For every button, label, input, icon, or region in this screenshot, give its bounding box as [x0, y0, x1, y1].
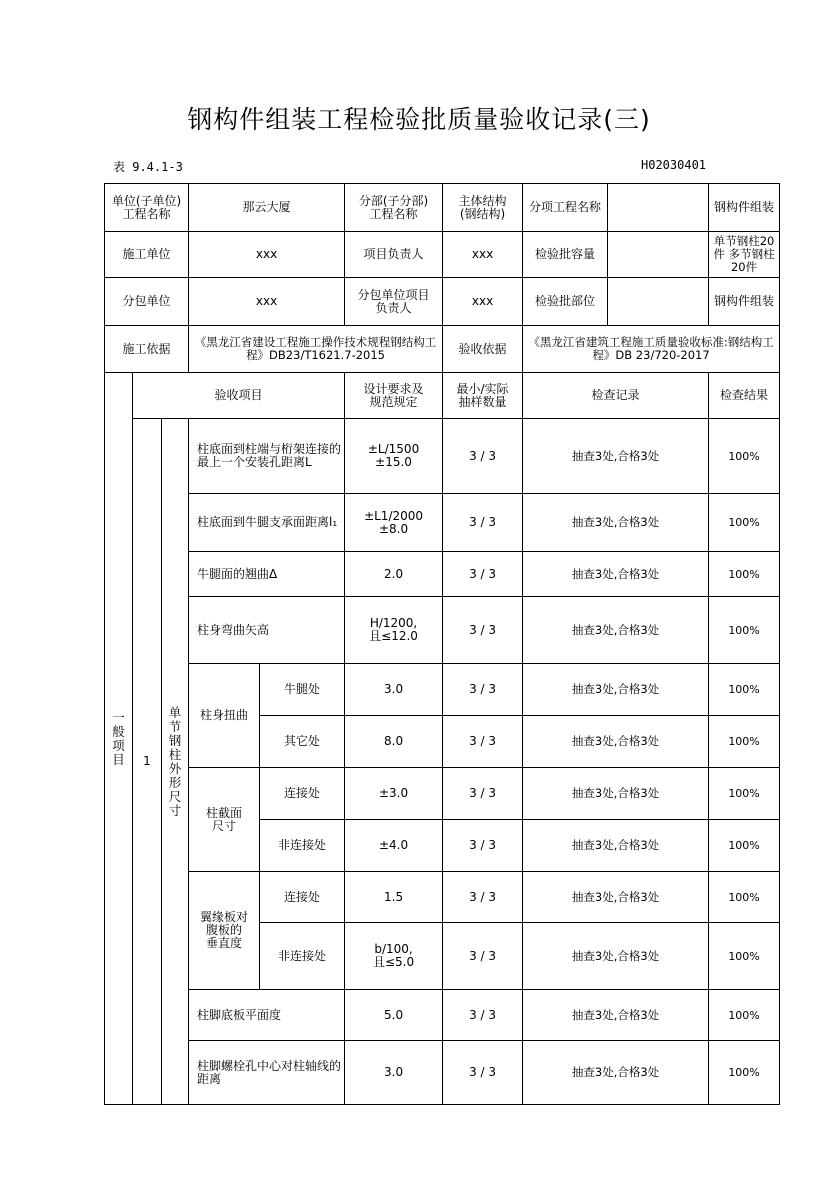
page-title: 钢构件组装工程检验批质量验收记录(三): [187, 105, 651, 134]
subitem-label-text: 分项工程名称: [523, 184, 608, 231]
row-record: 抽查3处,合格3处: [523, 494, 709, 552]
capacity-label-text: 检验批容量: [523, 232, 608, 277]
category-label: [105, 373, 133, 1105]
col-record: 检查记录: [523, 373, 709, 419]
row-design: b/100, 且≤5.0: [345, 923, 443, 990]
row-result: 100%: [709, 419, 780, 494]
row-item: 柱脚底板平面度: [189, 990, 345, 1041]
division-value: 主体结构 (钢结构): [443, 184, 523, 232]
row-item: 柱底面到牛腿支承面距离l₁: [189, 494, 345, 552]
row-design: 2.0: [345, 552, 443, 597]
table-row: [105, 664, 780, 716]
contractor-label: 施工单位: [105, 232, 189, 278]
row-record: 抽查3处,合格3处: [523, 716, 709, 768]
contractor-value: xxx: [189, 232, 345, 278]
table-row: [105, 597, 780, 664]
unit-label: 单位(子单位) 工程名称: [105, 184, 189, 232]
table-row: [105, 494, 780, 552]
row-sample: 3 / 3: [443, 1041, 523, 1105]
sub-pm-label: 分包单位项目 负责人: [345, 278, 443, 326]
form-code: H02030401: [641, 158, 707, 172]
row-group: 翼缘板对 腹板的 垂直度: [189, 872, 260, 990]
row-item: 其它处: [260, 716, 345, 768]
group-label: [162, 419, 189, 1105]
row-result: 100%: [709, 990, 780, 1041]
row-sample: 3 / 3: [443, 716, 523, 768]
row-item: 柱脚螺栓孔中心对柱轴线的距离: [189, 1041, 345, 1105]
header-row-unit: [105, 184, 780, 232]
acceptance-basis-label: 验收依据: [443, 326, 523, 373]
row-design: 8.0: [345, 716, 443, 768]
header-row-contractor: [105, 232, 780, 278]
inspection-record-table: [104, 183, 780, 1105]
row-result: 100%: [709, 597, 780, 664]
row-sample: 3 / 3: [443, 872, 523, 923]
row-result: 100%: [709, 820, 780, 872]
row-record: 抽查3处,合格3处: [523, 419, 709, 494]
row-item: 非连接处: [260, 820, 345, 872]
capacity-value: 单节钢柱20件 多节钢柱20件: [709, 232, 780, 278]
row-sample: 3 / 3: [443, 990, 523, 1041]
row-result: 100%: [709, 664, 780, 716]
subitem-value-cell: 钢构件组装: [709, 184, 780, 232]
row-record: 抽查3处,合格3处: [523, 552, 709, 597]
row-result: 100%: [709, 1041, 780, 1105]
subcontractor-value: xxx: [189, 278, 345, 326]
column-header-row: [105, 373, 780, 419]
row-record: 抽查3处,合格3处: [523, 923, 709, 990]
row-result: 100%: [709, 923, 780, 990]
part-value: 钢构件组装: [709, 278, 780, 326]
row-record: 抽查3处,合格3处: [523, 872, 709, 923]
header-row-subcontractor: [105, 278, 780, 326]
row-result: 100%: [709, 552, 780, 597]
table-row: [105, 768, 780, 820]
table-row: [105, 1041, 780, 1105]
row-result: 100%: [709, 716, 780, 768]
row-design: ±3.0: [345, 768, 443, 820]
row-sample: 3 / 3: [443, 552, 523, 597]
row-item: 牛腿处: [260, 664, 345, 716]
table-row: [105, 419, 780, 494]
row-design: 1.5: [345, 872, 443, 923]
col-sample: 最小/实际 抽样数量: [443, 373, 523, 419]
row-group: 柱截面 尺寸: [189, 768, 260, 872]
pm-label: 项目负责人: [345, 232, 443, 278]
header-row-basis: [105, 326, 780, 373]
table-number: 表 9.4.1-3: [113, 160, 183, 174]
basis-value: 《黑龙江省建设工程施工操作技术规程钢结构工程》DB23/T1621.7-2015: [189, 326, 443, 373]
row-sample: 3 / 3: [443, 768, 523, 820]
row-design: H/1200, 且≤12.0: [345, 597, 443, 664]
row-item: 柱底面到柱端与桁架连接的最上一个安装孔距离L: [189, 419, 345, 494]
row-record: 抽查3处,合格3处: [523, 1041, 709, 1105]
row-result: 100%: [709, 768, 780, 820]
subitem-value: [608, 184, 708, 231]
row-sample: 3 / 3: [443, 597, 523, 664]
row-design: 3.0: [345, 1041, 443, 1105]
row-item: 柱身弯曲矢高: [189, 597, 345, 664]
basis-label: 施工依据: [105, 326, 189, 373]
row-item: 连接处: [260, 872, 345, 923]
row-sample: 3 / 3: [443, 820, 523, 872]
row-item: 非连接处: [260, 923, 345, 990]
acceptance-basis-value: 《黑龙江省建筑工程施工质量验收标准:钢结构工程》DB 23/720-2017: [523, 326, 780, 373]
table-row: [105, 552, 780, 597]
division-label: 分部(子分部) 工程名称: [345, 184, 443, 232]
row-result: 100%: [709, 872, 780, 923]
row-sample: 3 / 3: [443, 494, 523, 552]
row-sample: 3 / 3: [443, 923, 523, 990]
capacity-label: [523, 232, 709, 278]
row-design: ±L/1500 ±15.0: [345, 419, 443, 494]
part-label: [523, 278, 709, 326]
col-result: 检查结果: [709, 373, 780, 419]
group-label-text: 单节钢柱外形尺寸: [168, 704, 182, 818]
row-item: 连接处: [260, 768, 345, 820]
category-label-text: 一般项目: [112, 709, 125, 767]
table-row: [105, 872, 780, 923]
row-design: ±4.0: [345, 820, 443, 872]
row-sample: 3 / 3: [443, 664, 523, 716]
row-record: 抽查3处,合格3处: [523, 990, 709, 1041]
sub-pm-value: xxx: [443, 278, 523, 326]
row-record: 抽查3处,合格3处: [523, 820, 709, 872]
subcontractor-label: 分包单位: [105, 278, 189, 326]
col-item: 验收项目: [133, 373, 345, 419]
row-design: 3.0: [345, 664, 443, 716]
row-record: 抽查3处,合格3处: [523, 664, 709, 716]
row-record: 抽查3处,合格3处: [523, 768, 709, 820]
row-sample: 3 / 3: [443, 419, 523, 494]
row-item: 牛腿面的翘曲Δ: [189, 552, 345, 597]
table-row: [105, 990, 780, 1041]
row-design: 5.0: [345, 990, 443, 1041]
row-record: 抽查3处,合格3处: [523, 597, 709, 664]
col-design: 设计要求及 规范规定: [345, 373, 443, 419]
unit-value: 那云大厦: [189, 184, 345, 232]
row-group: 柱身扭曲: [189, 664, 260, 768]
pm-value: xxx: [443, 232, 523, 278]
part-label-text: 检验批部位: [523, 278, 608, 325]
subitem-label: [523, 184, 709, 232]
group-number: 1: [133, 419, 162, 1105]
row-result: 100%: [709, 494, 780, 552]
row-design: ±L1/2000 ±8.0: [345, 494, 443, 552]
